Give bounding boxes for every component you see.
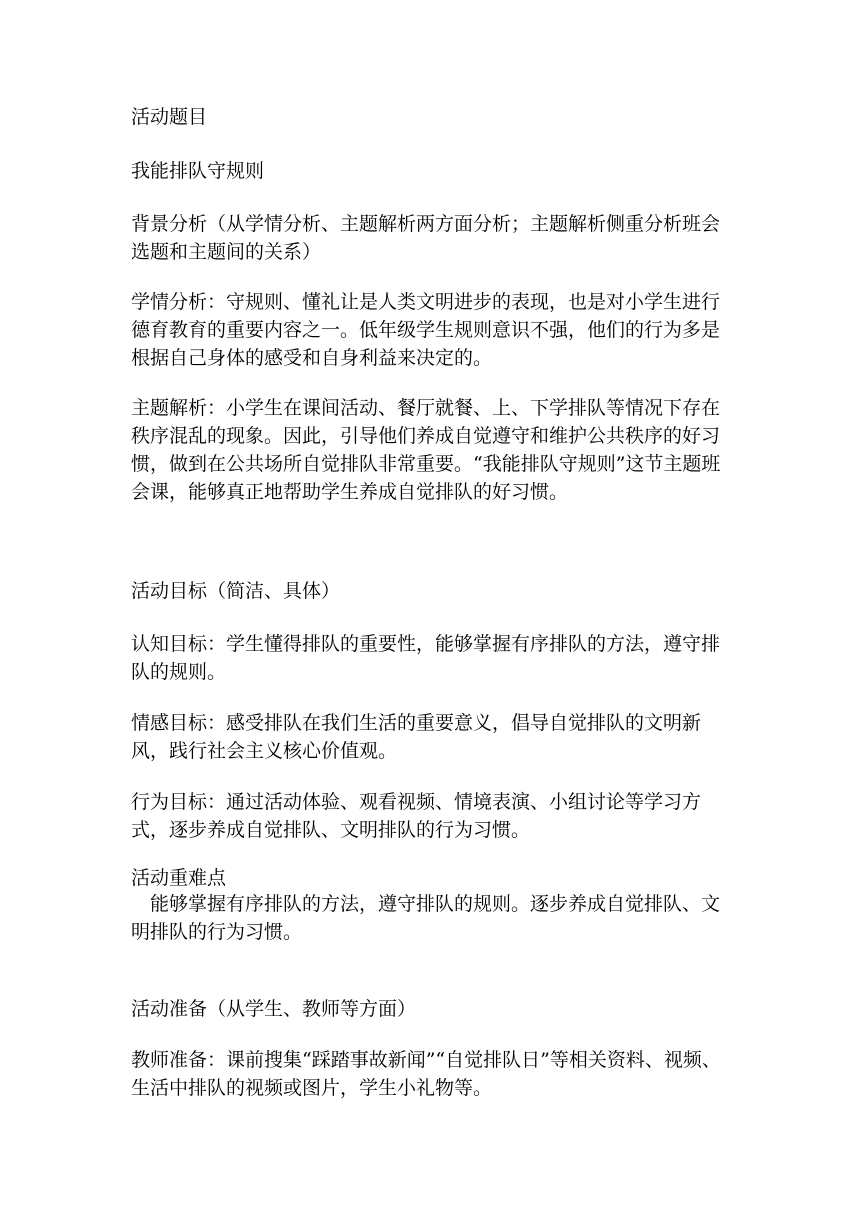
teacher-preparation-paragraph: 教师准备：课前搜集“踩踏事故新闻”“自觉排队日”等相关资料、视频、生活中排队的视频或图片，学生小礼物等。 xyxy=(131,1049,721,1099)
behavior-goal-paragraph: 行为目标：通过活动体验、观看视频、情境表演、小组讨论等学习方式，逐步养成自觉排队、文明排队的行为习惯。 xyxy=(131,791,702,841)
goals-heading: 活动目标（简洁、具体） xyxy=(131,580,341,602)
key-points-heading: 活动重难点 xyxy=(131,867,227,889)
activity-title: 我能排队守规则 xyxy=(131,160,265,182)
theme-analysis-paragraph: 主题解析：小学生在课间活动、餐厅就餐、上、下学排队等情况下存在秩序混乱的现象。因此，引导他们养成自觉遵守和维护公共秩序的好习惯，做到在公共场所自觉排队非常重要。“我能排队守规则”这节主题班会课，能够真正地帮助学生养成自觉排队的好习惯。 xyxy=(131,397,721,503)
cognitive-goal-paragraph: 认知目标：学生懂得排队的重要性，能够掌握有序排队的方法，遵守排队的规则。 xyxy=(131,633,721,683)
learning-analysis-paragraph: 学情分析：守规则、懂礼让是人类文明进步的表现，也是对小学生进行德育教育的重要内容之一。低年级学生规则意识不强，他们的行为多是根据自己身体的感受和自身利益来决定的。 xyxy=(131,291,721,369)
preparation-heading: 活动准备（从学生、教师等方面） xyxy=(131,998,417,1020)
emotional-goal-paragraph: 情感目标：感受排队在我们生活的重要意义，倡导自觉排队的文明新风，践行社会主义核心价值观。 xyxy=(131,712,702,762)
background-heading: 背景分析（从学情分析、主题解析两方面分析；主题解析侧重分析班会选题和主题间的关系） xyxy=(131,213,721,263)
activity-title-heading: 活动题目 xyxy=(131,106,208,128)
key-points-paragraph: 能够掌握有序排队的方法，遵守排队的规则。逐步养成自觉排队、文明排队的行为习惯。 xyxy=(131,893,721,943)
